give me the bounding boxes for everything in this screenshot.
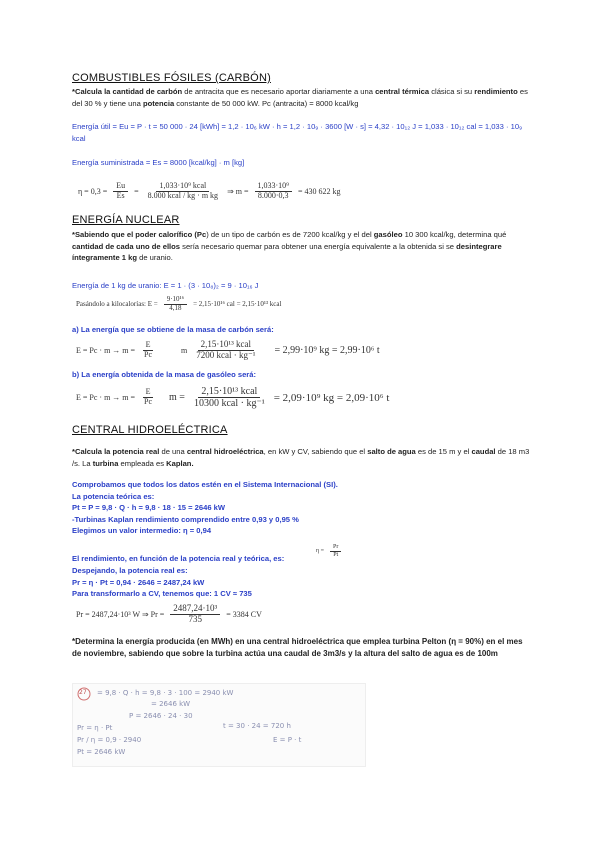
energia-suministrada-line: Energía suministrada = Es = 8000 [kcal/kg] · m [kg] bbox=[72, 158, 245, 167]
question-pelton: *Determina la energía producida (en MWh) en una central hidroeléctrica que emplea turbina Pelton (η = 90%) en el mes de noviembre, sabiendo que sobre la turbina actúa una caudal de 3m3/s y la altura del salto de agua es de 100m bbox=[72, 637, 523, 658]
hand-line-5: Pr / η = 0,9 · 2940 bbox=[77, 736, 142, 744]
carbon-equation: η = 0,3 = $\frac{Eu}{Es}$ = $\frac{\text{1,033·10⁹ kcal}}{\text{8.000 kcal / kg · m kg}}$ ⇒ m = $\frac{\text{1,033·10⁹}}{8.000\cdot 0,3}$ = 430 622 kg bbox=[78, 181, 341, 200]
hand-line-6: Pt = 2646 kW bbox=[77, 748, 126, 756]
hidro-solution bbox=[72, 479, 532, 537]
carbon-mass-equation: E = Pc · m → m = $\frac{E}{Pc}$ m $\frac{\text{2,15·10¹³ kcal}}{\text{7200 kcal · kg⁻¹}}$ = 2,99·10⁹ kg = 2,99·10⁶ t bbox=[76, 339, 380, 360]
hand-line-2: = 2646 kW bbox=[151, 700, 191, 708]
hidro-line-4: -Turbinas Kaplan rendimiento comprendido entre 0,93 y 0,95 % bbox=[72, 514, 299, 524]
section-title-nuclear: ENERGÍA NUCLEAR bbox=[72, 214, 180, 226]
hidro-line-1: Comprobamos que todos los datos estén en el Sistema Internacional (SI). bbox=[72, 480, 338, 489]
hidro-line-2: La potencia teórica es: bbox=[72, 491, 155, 501]
gasoleo-mass-heading: b) La energía obtenida de la masa de gasóleo será: bbox=[72, 370, 256, 379]
hand-line-8: E = P · t bbox=[273, 736, 302, 744]
hand-number: 27 bbox=[79, 689, 87, 696]
hidro-line-8: Pr = η · Pt = 0,94 · 2646 = 2487,24 kW bbox=[72, 577, 205, 587]
hand-line-7: t = 30 · 24 = 720 h bbox=[223, 722, 291, 730]
eta-fraction: η = $\frac{Pr}{Pt}$ bbox=[316, 544, 341, 558]
hidro-line-9: Para transformarlo a CV, tenemos que: 1 CV ≈ 735 bbox=[72, 589, 252, 598]
question-carbon: *Calcula la cantidad de carbón de antracita que es necesario aportar diariamente a una central térmica clásica si su rendimiento es del 30 % y tiene una potencia constante de 50 000 kW. Pc (antracita) = 8000 kcal/kg bbox=[72, 87, 528, 108]
question-hidro: *Calcula la potencia real de una central hidroeléctrica, en kW y CV, sabiendo que el salto de agua es de 15 m y el caudal de 18 m3 /s. La turbina empleada es Kaplan. bbox=[72, 447, 530, 468]
question-nuclear: *Sabiendo que el poder calorífico (Pc) de un tipo de carbón es de 7200 kcal/kg y el del gasóleo 10 300 kcal/kg, determina qué cantidad de cada uno de ellos sería necesario quemar para obtener una energía equivalente a la obtenida si se desintegrare íntegramente 1 kg de uranio. bbox=[72, 230, 507, 262]
hidro-line-5: Elegimos un valor intermedio: η = 0,94 bbox=[72, 526, 212, 535]
cv-equation: Pr = 2487,24·10³ W ⇒ Pr = $\frac{\text{2487,24·10³}}{735}$ = 3384 CV bbox=[76, 603, 262, 624]
hand-line-3: P = 2646 · 24 · 30 bbox=[129, 712, 193, 720]
hidro-line-7: Despejando, la potencia real es: bbox=[72, 566, 188, 575]
hand-line-1: = 9,8 · Q · h = 9,8 · 3 · 100 = 2940 kW bbox=[97, 689, 234, 697]
handwritten-solution-image bbox=[72, 683, 366, 767]
section-title-carbon: COMBUSTIBLES FÓSILES (CARBÓN) bbox=[72, 72, 271, 84]
hidro-solution-2 bbox=[72, 565, 252, 600]
hand-line-4: Pr = η · Pt bbox=[77, 724, 113, 732]
hidro-line-6: El rendimiento, en función de la potencia real y teórica, es: bbox=[72, 554, 285, 563]
energia-uranio-line: Energía de 1 kg de uranio: E = 1 · (3 · 10₈)₂ = 9 · 10₁₆ J bbox=[72, 281, 259, 290]
gasoleo-mass-equation: E = Pc · m → m = $\frac{E}{Pc}$ m = $\frac{\text{2,15·10¹³ kcal}}{\text{10300 kcal · kg⁻¹}}$ = 2,09·10⁹ kg = 2,09·10⁶ t bbox=[76, 386, 390, 409]
section-title-hidro: CENTRAL HIDROELÉCTRICA bbox=[72, 424, 228, 436]
carbon-mass-heading: a) La energía que se obtiene de la masa de carbón será: bbox=[72, 325, 274, 334]
hidro-line-3: Pt = P = 9,8 · Q · h = 9,8 · 18 · 15 = 2646 kW bbox=[72, 503, 226, 512]
pasando-equation: Pasándolo a kilocalorías: E = $\frac{\text{9·10¹⁶}}{4,18}$ = 2,15·10¹⁶ cal = 2,15·10¹³ kcal bbox=[76, 295, 282, 312]
energia-util-line: Energía útil = Eu = P · t = 50 000 · 24 [kWh] = 1,2 · 10₆ kW · h = 1,2 · 10₉ · 3600 [W · s] = 4,32 · 10₁₂ J = 1,033 · 10₁₂ cal = 1,033 · 10₉ kcal bbox=[72, 122, 523, 143]
